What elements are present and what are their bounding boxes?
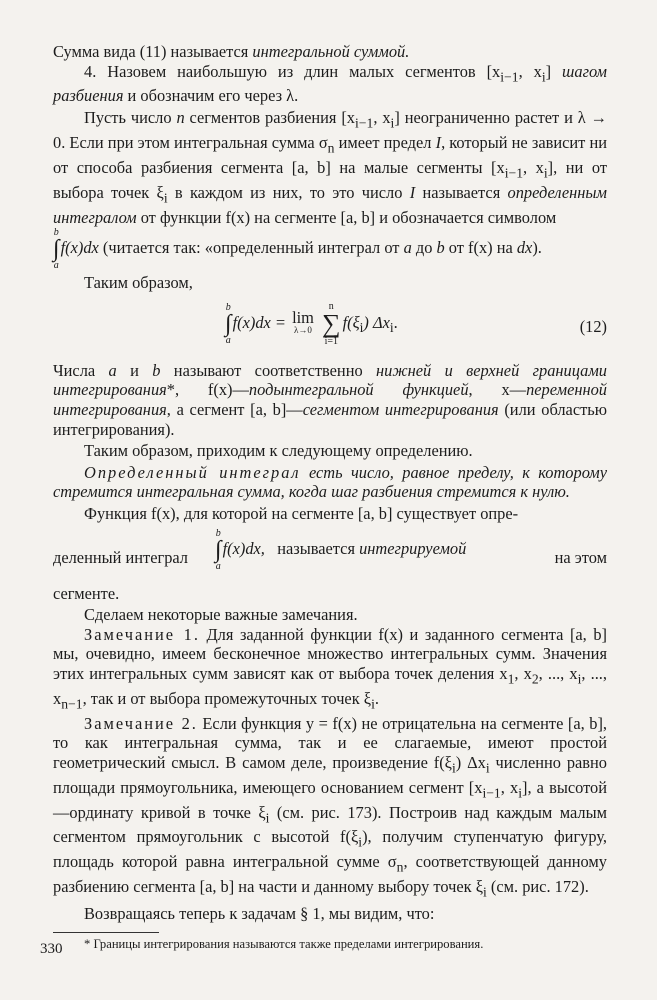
paragraph-returning: Возвращаясь теперь к задачам § 1, мы видим, что: xyxy=(84,904,435,924)
footnote-divider xyxy=(53,932,159,933)
paragraph-definition: Определенный интеграл есть число, равное пределу, к которому стремится интегральная сумма, когда шаг разбиения стремится к нулю. xyxy=(53,462,608,502)
paragraph-bounds: Числа a и b называют соответственно нижней и верхней границами интегрирования*, f(x)—подынтегральной функцией, x—переменной интегрирования, а сегмент [a, b]—сегментом интегрирования (или областью интегрирования). xyxy=(53,360,607,439)
paragraph-definition-intro: Таким образом, приходим к следующему определению. xyxy=(84,441,473,461)
paragraph-remarks-intro: Сделаем некоторые важные замечания. xyxy=(84,605,358,625)
footnote: * Границы интегрирования называются также пределами интегрирования. xyxy=(84,936,484,951)
integral-sign: b ∫ a xyxy=(53,227,60,272)
formula-number: (12) xyxy=(579,316,607,336)
paragraph-integral-symbol: b ∫ a f(x)dx (читается так: «определенный интеграл от a до b от f(x) на dx). xyxy=(53,227,542,272)
paragraph-definition-setup: Пусть число n сегментов разбиения [$x_{i-1}$, $x_i$] неограниченно растет и λ → 0. Если при этом интегральная сумма $\sigma_n$ имеет предел I, который не зависит ни от способа разбиения сегмента [a, b] на малые сегменты [$x_{i-1}$, $x_i$], ни от выбора точек $\xi_i$ в каждом из них, то это число I называется определенным интегралом от функции f(x) на сегменте [a, b] и обозначается символом xyxy=(53,108,608,227)
paragraph-integral-sum: Сумма вида (11) называется интегральной суммой. xyxy=(53,42,410,61)
paragraph-integrable-line2: деленный интеграл b ∫ a f(x)dx, называется интегрируемой на этом xyxy=(53,527,607,572)
paragraph-remark-2: Замечание 2. Если функция y = f(x) не отрицательна на сегменте [a, b], то как интегральная сумма, так и ее слагаемые, имеют простой геометрический смысл. В самом деле, произведение $f(\xi_i)$ $\Delta x_i$ численно равно площади прямоугольника, имеющего основанием сегмент [$x_{i-1}$, $x_i$], а высотой—ординату кривой в точке $\xi_i$ (см. рис. 173). Построив над каждым малым сегментом прямоугольник с высотой $f(\xi_i)$, получим ступенчатую фигуру, площадь которой равна интегральной сумме $\sigma_n$, соответствующей данному разбиению сегмента [a, b] на части и данному выбору точек $\xi_i$ (см. рис. 172). xyxy=(53,713,608,900)
paragraph-remark-1: Замечание 1. Для заданной функции f(x) и заданного сегмента [a, b] мы, очевидно, имеем бесконечное множество интегральных сумм. Значения этих интегральных сумм зависят как от выбора точек деления $x_1$, $x_2$, ..., $x_i$, ..., $x_{n-1}$, так и от выбора промежуточных точек $\xi_i$. xyxy=(53,624,607,712)
integral-sign: b ∫ a xyxy=(225,301,232,346)
paragraph-step: 4. Назовем наибольшую из длин малых сегментов [$x_{i-1}$, $x_i$] шагом разбиения и обозначим его через λ. xyxy=(53,61,608,106)
limit-operator: lim λ→0 xyxy=(292,307,314,335)
paragraph-integrable-line3: сегменте. xyxy=(53,583,120,603)
paragraph-integrable-line1: Функция f(x), для которой на сегменте [a, b] существует опре- xyxy=(84,503,519,523)
text-column xyxy=(53,42,607,952)
sum-sign: n ∑ i=1 xyxy=(322,300,341,347)
integral-sign: b ∫ a xyxy=(215,527,222,572)
formula-12: b ∫ a f(x)dx = lim λ→0 n ∑ i=1 $f(\xi_i)$ $\Delta x_i$. (12) xyxy=(225,300,607,347)
paragraph-thus: Таким образом, xyxy=(84,273,193,293)
page-number: 330 xyxy=(40,941,63,957)
